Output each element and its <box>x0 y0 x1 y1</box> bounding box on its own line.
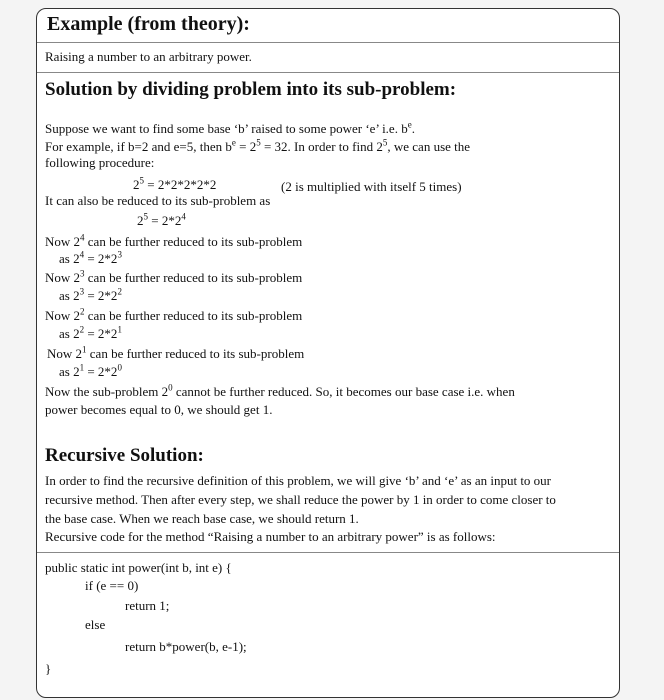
code-signature: public static int power(int b, int e) { <box>45 560 232 575</box>
code-if: if (e == 0) <box>85 578 139 593</box>
recursive-heading: Recursive Solution: <box>45 445 204 466</box>
step-now: Now $2^1$ can be further reduced to its sub-problem <box>47 344 305 361</box>
code-return-base: return 1; <box>125 598 170 613</box>
step-now: Now $2^3$ can be further reduced to its sub-problem <box>45 268 303 285</box>
step-now: Now $2^2$ can be further reduced to its sub-problem <box>45 306 303 323</box>
equation: $2^5 = 2*2^4$ <box>137 211 186 228</box>
divider <box>37 552 619 553</box>
equation-note: (2 is multiplied with itself 5 times) <box>281 179 462 194</box>
subproblem-heading: Solution by dividing problem into its sub-problem: <box>45 79 457 100</box>
paragraph-line: Recursive code for the method “Raising a number to an arbitrary power” is as follows: <box>45 529 496 544</box>
code-else: else <box>85 617 106 632</box>
example-heading: Example (from theory): <box>47 13 250 35</box>
paragraph-line: recursive method. Then after every step, we shall reduce the power by 1 in order to come closer to <box>45 492 556 507</box>
paragraph-line: the base case. When we reach base case, we should return 1. <box>45 511 359 526</box>
step-as: as $2^2 = 2*2^1$ <box>59 324 122 341</box>
divider <box>37 72 619 73</box>
code-close-brace: } <box>45 661 52 676</box>
paragraph-line: power becomes equal to 0, we should get 1. <box>45 402 273 417</box>
step-as: as $2^4 = 2*2^3$ <box>59 249 122 266</box>
paragraph-line: For example, if b=2 and e=5, then $b^e = 2^5 = 32$. In order to find $2^5$, we can use the <box>45 137 471 154</box>
step-now: Now $2^4$ can be further reduced to its sub-problem <box>45 232 303 249</box>
paragraph-line: following procedure: <box>45 155 155 170</box>
step-as: as $2^3 = 2*2^2$ <box>59 286 122 303</box>
equation: $2^5 = 2*2*2*2*2$ <box>133 175 217 192</box>
paragraph-line: In order to find the recursive definition of this problem, we will give ‘b’ and ‘e’ as an input to our <box>45 473 552 488</box>
paragraph-line: Now the sub-problem $2^0$ cannot be further reduced. So, it becomes our base case i.e. when <box>45 382 515 399</box>
example-text: Raising a number to an arbitrary power. <box>45 49 252 64</box>
paragraph-line: It can also be reduced to its sub-problem as <box>45 193 271 208</box>
divider <box>37 42 619 43</box>
code-return-recursive: return b*power(b, e-1); <box>125 639 247 654</box>
paragraph-line: Suppose we want to find some base ‘b’ raised to some power ‘e’ i.e. $b^e$. <box>45 119 415 136</box>
document-card <box>36 8 620 698</box>
step-as: as $2^1 = 2*2^0$ <box>59 362 122 379</box>
